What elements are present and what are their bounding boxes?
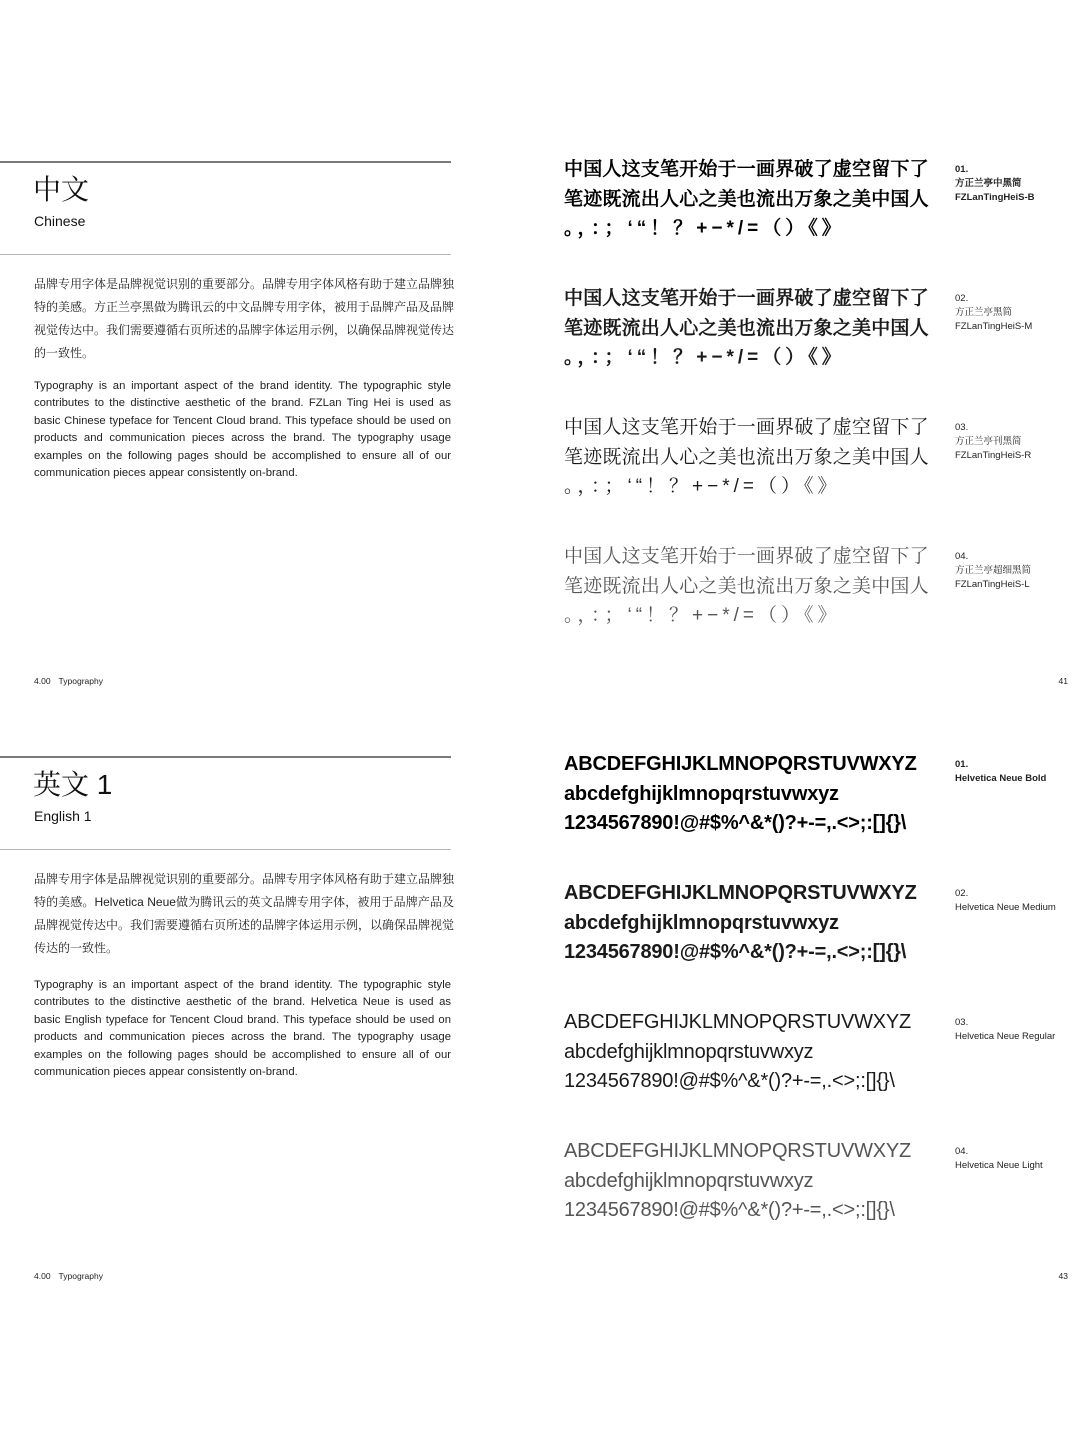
font-name: Helvetica Neue Regular xyxy=(955,1031,1056,1042)
specimen-numerals: 1234567890!@#$%^&*()?+-=,.<>;:[]{}\ xyxy=(564,941,907,963)
specimen-line-1: 中国人这支笔开始于一画界破了虚空留下了 xyxy=(564,417,929,438)
font-name-en: FZLanTingHeiS-R xyxy=(955,450,1032,461)
description-cn: 品牌专用字体是品牌视觉识别的重要部分。品牌专用字体风格有助于建立品牌独特的美感。Helvetica Neue做为腾讯云的英文品牌专用字体，被用于品牌产品及品牌视觉传达中。我们需要遵循右页所述的品牌字体运用示例，以确保品牌视觉传达的一致性。 xyxy=(34,872,455,955)
middle-divider xyxy=(0,849,451,850)
specimen-line-1: 中国人这支笔开始于一画界破了虚空留下了 xyxy=(564,159,929,180)
specimen-number: 01. xyxy=(955,164,969,175)
specimen-en-bold xyxy=(564,750,1064,870)
footer-section-title: Typography xyxy=(58,676,103,686)
description-en: Typography is an important aspect of the brand identity. The typographic style contributes to the distinctive aesthetic of the brand. Helvetica Neue is used as basic English typeface for Tencent Cloud brand. This typeface should be used on products and communication pieces across the brand. The typography usage examples on the following pages should be accomplished to ensure all of our communication pieces appear consistently on-brand. xyxy=(34,979,451,1079)
specimen-line-3: 。，：；‘“！？+−*/=（）《》 xyxy=(564,347,845,368)
specimen-cn-regular xyxy=(564,413,1064,533)
font-name-en: FZLanTingHeiS-L xyxy=(955,579,1030,590)
specimen-lowercase: abcdefghijklmnopqrstuvwxyz xyxy=(564,782,839,805)
font-name-en: FZLanTingHeiS-B xyxy=(955,192,1035,203)
specimen-line-1: 中国人这支笔开始于一画界破了虚空留下了 xyxy=(564,546,929,567)
specimen-meta xyxy=(955,292,1075,334)
section-title-cn: 中文 xyxy=(33,174,90,205)
specimen-numerals: 1234567890!@#$%^&*()?+-=,.<>;:[]{}\ xyxy=(564,812,907,834)
footer-section-number: 4.00 xyxy=(34,676,51,686)
specimen-uppercase: ABCDEFGHIJKLMNOPQRSTUVWXYZ xyxy=(564,1011,912,1033)
specimen-line-2: 笔迹既流出人心之美也流出万象之美中国人 xyxy=(564,188,929,210)
footer-section-number: 4.00 xyxy=(34,1271,51,1281)
specimen-lowercase: abcdefghijklmnopqrstuvwxyz xyxy=(564,1040,814,1063)
font-name-cn: 方正兰亭中黑简 xyxy=(955,178,1022,189)
top-divider xyxy=(0,161,451,163)
specimen-meta xyxy=(955,1016,1075,1044)
font-name: Helvetica Neue Bold xyxy=(955,773,1047,784)
specimen-meta xyxy=(955,887,1075,915)
specimen-number: 04. xyxy=(955,1146,969,1157)
specimen-line-1: 中国人这支笔开始于一画界破了虚空留下了 xyxy=(564,288,929,309)
description-cn: 品牌专用字体是品牌视觉识别的重要部分。品牌专用字体风格有助于建立品牌独特的美感。方正兰亭黑做为腾讯云的中文品牌专用字体，被用于品牌产品及品牌视觉传达中。我们需要遵循右页所述的品牌字体运用示例，以确保品牌视觉传达的一致性。 xyxy=(34,277,455,360)
specimen-line-3: 。，：；‘“！？+−*/=（）《》 xyxy=(564,605,841,626)
specimen-en-medium xyxy=(564,879,1064,999)
specimen-meta xyxy=(955,550,1075,592)
font-name-cn: 方正兰亭刊黑简 xyxy=(955,436,1022,447)
font-name-cn: 方正兰亭黑简 xyxy=(955,307,1013,318)
specimen-number: 04. xyxy=(955,551,969,562)
page-number: 43 xyxy=(1058,1271,1068,1281)
section-title-cn: 英文 1 xyxy=(33,769,113,800)
font-name: Helvetica Neue Light xyxy=(955,1160,1043,1171)
specimen-number: 03. xyxy=(955,422,969,433)
specimen-meta xyxy=(955,758,1075,786)
specimen-line-3: 。，：；‘“！？+−*/=（）《》 xyxy=(564,218,845,239)
specimen-number: 02. xyxy=(955,293,969,304)
specimen-meta xyxy=(955,421,1075,463)
specimen-cn-bold xyxy=(564,155,1064,275)
top-divider xyxy=(0,756,451,758)
specimen-numerals: 1234567890!@#$%^&*()?+-=,.<>;:[]{}\ xyxy=(564,1199,895,1221)
specimen-number: 02. xyxy=(955,888,969,899)
footer-section-label xyxy=(34,1271,103,1281)
page-number: 41 xyxy=(1058,676,1068,686)
specimen-uppercase: ABCDEFGHIJKLMNOPQRSTUVWXYZ xyxy=(564,882,917,904)
specimen-number: 03. xyxy=(955,1017,969,1028)
specimen-line-2: 笔迹既流出人心之美也流出万象之美中国人 xyxy=(564,575,929,597)
font-name-cn: 方正兰亭超细黑简 xyxy=(955,565,1032,576)
specimen-meta xyxy=(955,163,1075,205)
footer-section-label xyxy=(34,676,103,686)
font-name-en: FZLanTingHeiS-M xyxy=(955,321,1033,332)
specimen-numerals: 1234567890!@#$%^&*()?+-=,.<>;:[]{}\ xyxy=(564,1070,895,1092)
specimen-uppercase: ABCDEFGHIJKLMNOPQRSTUVWXYZ xyxy=(564,1140,912,1162)
specimen-meta xyxy=(955,1145,1075,1173)
specimen-number: 01. xyxy=(955,759,969,770)
font-name: Helvetica Neue Medium xyxy=(955,902,1056,913)
section-title-en: English 1 xyxy=(34,808,92,824)
specimen-lowercase: abcdefghijklmnopqrstuvwxyz xyxy=(564,1169,814,1192)
footer-section-title: Typography xyxy=(58,1271,103,1281)
specimen-line-2: 笔迹既流出人心之美也流出万象之美中国人 xyxy=(564,446,929,468)
specimen-en-light xyxy=(564,1137,1064,1257)
specimen-en-regular xyxy=(564,1008,1064,1128)
middle-divider xyxy=(0,254,451,255)
specimen-uppercase: ABCDEFGHIJKLMNOPQRSTUVWXYZ xyxy=(564,753,917,775)
specimen-line-2: 笔迹既流出人心之美也流出万象之美中国人 xyxy=(564,317,929,339)
specimen-line-3: 。，：；‘“！？+−*/=（）《》 xyxy=(564,476,841,497)
section-title-en: Chinese xyxy=(34,213,86,229)
specimen-lowercase: abcdefghijklmnopqrstuvwxyz xyxy=(564,911,839,934)
description-en: Typography is an important aspect of the brand identity. The typographic style contributes to the distinctive aesthetic of the brand. FZLan Ting Hei is used as basic Chinese typeface for Tencent Cloud brand. This typeface should be used on products and communication pieces across the brand. The typography usage examples on the following pages should be accomplished to ensure all of our communication pieces appear consistently on-brand. xyxy=(34,380,451,480)
page-english-typography xyxy=(0,725,1080,1325)
specimen-cn-light xyxy=(564,542,1064,662)
specimen-cn-medium xyxy=(564,284,1064,404)
page-chinese-typography xyxy=(0,130,1080,730)
